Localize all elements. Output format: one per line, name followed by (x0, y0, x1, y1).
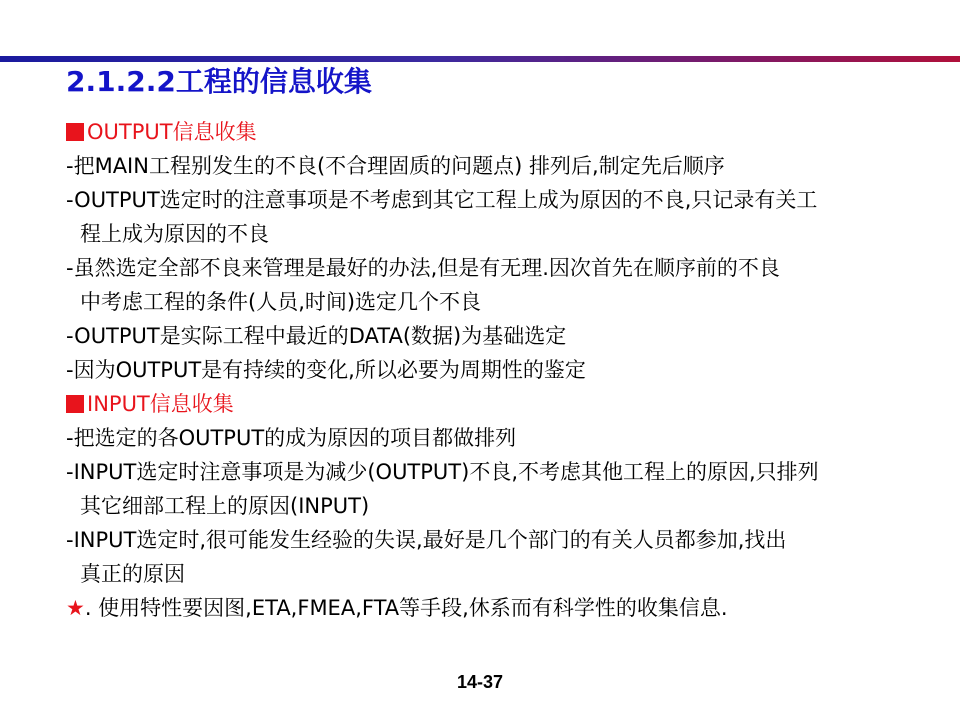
body-line: -因为OUTPUT是有持续的变化,所以必要为周期性的鉴定 (66, 358, 586, 382)
section-heading-output (66, 115, 926, 149)
body-line: -INPUT选定时注意事项是为减少(OUTPUT)不良,不考虑其他工程上的原因,只排列 (66, 460, 819, 484)
slide-title: 2.1.2.2工程的信息收集 (66, 65, 372, 98)
body-line: -把选定的各OUTPUT的成为原因的项目都做排列 (66, 426, 517, 450)
body-line: -OUTPUT选定时的注意事项是不考虑到其它工程上成为原因的不良,只记录有关工 (66, 188, 818, 212)
page-number: 14-37 (456, 672, 504, 692)
red-star-icon: ★ (66, 596, 85, 620)
body-line: -把MAIN工程别发生的不良(不合理固质的问题点) 排列后,制定先后顺序 (66, 154, 725, 178)
body-line-continuation: 程上成为原因的不良 (80, 222, 269, 246)
red-square-bullet-icon (66, 395, 84, 413)
red-square-bullet-icon (66, 123, 84, 141)
body-line: -虽然选定全部不良来管理是最好的办法,但是有无理.因次首先在顺序前的不良 (66, 256, 780, 280)
body-line: -INPUT选定时,很可能发生经验的失误,最好是几个部门的有关人员都参加,找出 (66, 528, 787, 552)
star-note-text: . 使用特性要因图,ETA,FMEA,FTA等手段,休系而有科学性的收集信息. (84, 596, 728, 620)
star-note-line (66, 591, 926, 625)
body-line-continuation: 其它细部工程上的原因(INPUT) (80, 494, 370, 518)
heading-text: OUTPUT信息收集 (87, 120, 257, 144)
body-line: -OUTPUT是实际工程中最近的DATA(数据)为基础选定 (66, 324, 567, 348)
section-heading-input (66, 387, 926, 421)
slide-body (66, 115, 926, 625)
heading-text: INPUT信息收集 (87, 392, 234, 416)
body-line-continuation: 真正的原因 (80, 562, 185, 586)
body-line-continuation: 中考虑工程的条件(人员,时间)选定几个不良 (80, 290, 482, 314)
